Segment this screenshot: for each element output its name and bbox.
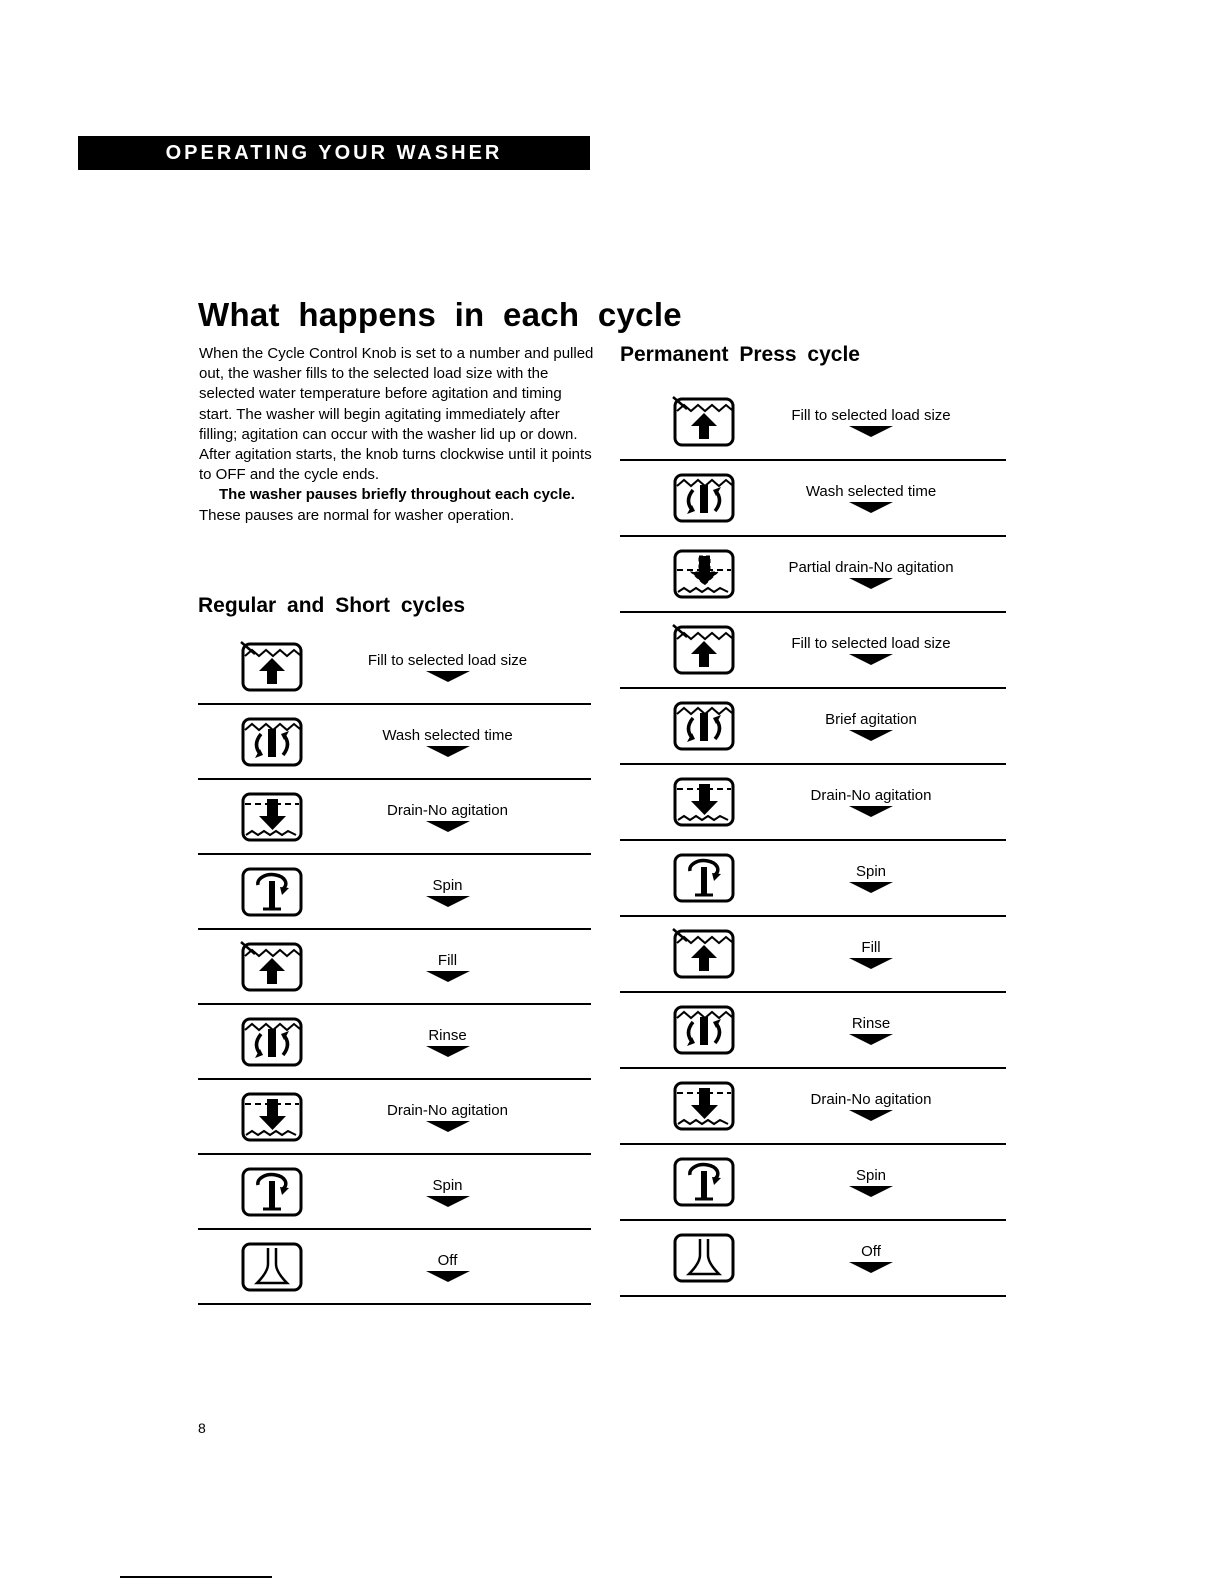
cycle-step [198, 780, 591, 855]
step-label: Off [861, 1243, 881, 1260]
fill-icon [240, 941, 304, 993]
fill-icon [672, 928, 736, 980]
step-label-group [736, 483, 1006, 513]
off-icon [672, 1232, 736, 1284]
down-arrow-icon [426, 1271, 470, 1282]
fill-icon [240, 641, 304, 693]
scan-artifact-line [120, 1576, 272, 1578]
regular-short-steps [198, 630, 591, 1305]
cycle-step [198, 1005, 591, 1080]
cycle-step [620, 993, 1006, 1069]
step-label-group [736, 559, 1006, 589]
step-label-group [304, 877, 591, 907]
cycle-step [620, 917, 1006, 993]
section-banner-label: OPERATING YOUR WASHER [165, 141, 503, 164]
spin-icon [240, 1166, 304, 1218]
page-title: What happens in each cycle [198, 296, 682, 333]
step-label: Spin [855, 863, 887, 880]
step-label-group [736, 407, 1006, 437]
step-label: Wash selected time [805, 483, 937, 500]
regular-short-cycles-heading: Regular and Short cycles [198, 594, 466, 617]
down-arrow-icon [849, 958, 893, 969]
permanent-press-cycle-section [620, 343, 1006, 1297]
section-banner [78, 136, 590, 170]
step-label-group [736, 711, 1006, 741]
spin-icon [240, 866, 304, 918]
cycle-step [620, 1221, 1006, 1297]
down-arrow-icon [849, 426, 893, 437]
off-icon [240, 1241, 304, 1293]
cycle-step [198, 855, 591, 930]
step-label: Off [437, 1251, 458, 1269]
step-label: Fill to selected load size [367, 651, 528, 669]
down-arrow-icon [849, 654, 893, 665]
fill-icon [672, 396, 736, 448]
cycle-step [198, 630, 591, 705]
down-arrow-icon [426, 821, 470, 832]
step-label-group [304, 802, 591, 832]
cycle-step [620, 461, 1006, 537]
step-label-group [304, 1027, 591, 1057]
cycle-step [620, 385, 1006, 461]
spin-icon [672, 852, 736, 904]
down-arrow-icon [849, 806, 893, 817]
step-label: Brief agitation [825, 711, 917, 728]
fill-icon [672, 624, 736, 676]
cycle-step [620, 689, 1006, 765]
down-arrow-icon [849, 1034, 893, 1045]
step-label: Rinse [851, 1015, 891, 1032]
step-label-group [304, 727, 591, 757]
step-label: Partial drain-No agitation [788, 559, 954, 576]
down-arrow-icon [849, 882, 893, 893]
cycle-step [198, 1155, 591, 1230]
step-label-group [736, 1243, 1006, 1273]
step-label-group [736, 863, 1006, 893]
drain-icon [240, 1091, 304, 1143]
cycle-step [620, 537, 1006, 613]
cycle-step [198, 930, 591, 1005]
step-label: Spin [432, 1176, 463, 1194]
step-label: Drain-No agitation [387, 1101, 508, 1119]
down-arrow-icon [426, 1196, 470, 1207]
wash-icon [672, 472, 736, 524]
wash-icon [672, 700, 736, 752]
cycle-step [198, 705, 591, 780]
step-label: Fill [437, 951, 458, 969]
step-label: Drain-No agitation [810, 1091, 932, 1108]
down-arrow-icon [426, 671, 470, 682]
intro-text [199, 344, 598, 526]
intro-paragraph: When the Cycle Control Knob is set to a number and pulled out, the washer fills to the selected load size with the selected water temperature before agitation and timing start. The washer will begin agitating immediately after filling; agitation can occur with the washer lid up or down. After agitation starts, the knob turns clockwise until it points to OFF and the cycle ends. [199, 345, 594, 484]
drain-icon [672, 776, 736, 828]
step-label-group [304, 652, 591, 682]
spin-icon [672, 1156, 736, 1208]
down-arrow-icon [426, 971, 470, 982]
step-label: Wash selected time [382, 726, 513, 744]
regular-short-cycles-section [198, 594, 591, 1305]
step-label: Spin [432, 876, 463, 894]
step-label-group [304, 1252, 591, 1282]
intro-bold-sentence: The washer pauses briefly throughout each cycle. [219, 486, 575, 504]
cycle-step [620, 765, 1006, 841]
down-arrow-icon [849, 502, 893, 513]
permanent-press-cycle-heading: Permanent Press cycle [620, 343, 860, 366]
down-arrow-icon [426, 1046, 470, 1057]
step-label-group [304, 952, 591, 982]
step-label: Drain-No agitation [810, 787, 932, 804]
down-arrow-icon [849, 578, 893, 589]
wash-icon [672, 1004, 736, 1056]
down-arrow-icon [849, 1262, 893, 1273]
partial-drain-icon [672, 548, 736, 600]
page-number: 8 [198, 1420, 206, 1436]
step-label-group [736, 1091, 1006, 1121]
step-label-group [736, 939, 1006, 969]
wash-icon [240, 716, 304, 768]
drain-icon [240, 791, 304, 843]
step-label-group [736, 635, 1006, 665]
cycle-step [620, 613, 1006, 689]
step-label: Fill [861, 939, 881, 956]
step-label: Spin [855, 1167, 887, 1184]
down-arrow-icon [426, 1121, 470, 1132]
wash-icon [240, 1016, 304, 1068]
drain-icon [672, 1080, 736, 1132]
cycle-step [198, 1230, 591, 1305]
step-label-group [736, 787, 1006, 817]
step-label: Drain-No agitation [387, 801, 508, 819]
step-label: Rinse [428, 1026, 467, 1044]
down-arrow-icon [849, 1186, 893, 1197]
cycle-step [198, 1080, 591, 1155]
step-label: Fill to selected load size [791, 635, 951, 652]
cycle-step [620, 1145, 1006, 1221]
down-arrow-icon [426, 896, 470, 907]
step-label-group [304, 1177, 591, 1207]
step-label: Fill to selected load size [791, 407, 951, 424]
permanent-press-steps [620, 385, 1006, 1297]
step-label-group [304, 1102, 591, 1132]
down-arrow-icon [849, 730, 893, 741]
down-arrow-icon [849, 1110, 893, 1121]
cycle-step [620, 1069, 1006, 1145]
step-label-group [736, 1167, 1006, 1197]
intro-paragraph-2 [199, 485, 598, 525]
cycle-step [620, 841, 1006, 917]
down-arrow-icon [426, 746, 470, 757]
step-label-group [736, 1015, 1006, 1045]
intro-rest: These pauses are normal for washer operation. [199, 506, 515, 524]
